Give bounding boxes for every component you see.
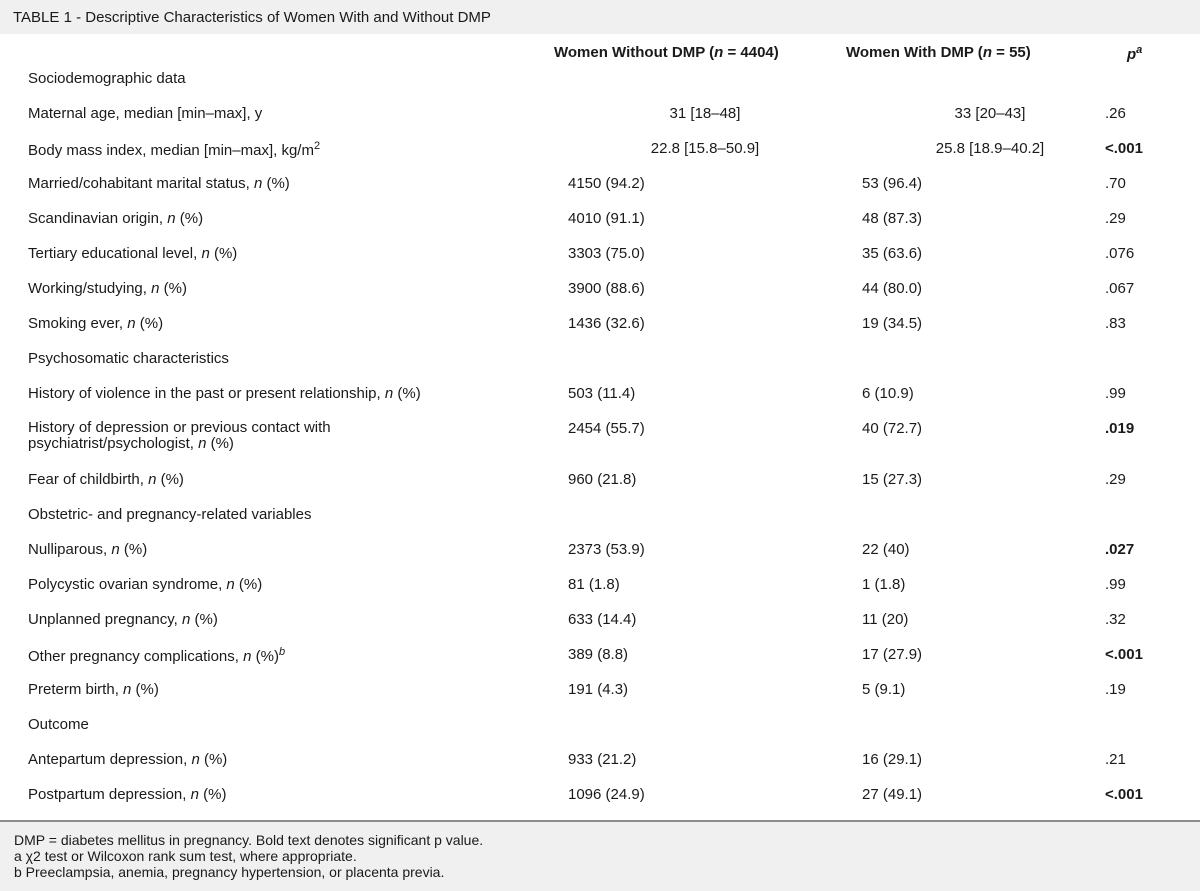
row-label: Working/studying, n (%) (28, 280, 187, 297)
p-value: <.001 (1105, 646, 1143, 663)
table-row (0, 576, 1200, 611)
p-value: .19 (1105, 681, 1126, 698)
table-row (0, 140, 1200, 175)
with-dmp-value: 40 (72.7) (862, 420, 923, 437)
table-row (0, 681, 1200, 716)
without-dmp-value: 389 (8.8) (568, 646, 629, 663)
without-dmp-value: 4010 (91.1) (568, 210, 645, 227)
table-row (0, 646, 1200, 681)
with-dmp-value: 25.8 [18.9–40.2] (935, 140, 1045, 157)
table-row (0, 245, 1200, 280)
without-dmp-value: 81 (1.8) (568, 576, 620, 593)
p-value: <.001 (1105, 786, 1143, 803)
without-dmp-value: 503 (11.4) (568, 385, 636, 402)
with-dmp-value: 11 (20) (862, 611, 909, 628)
p-value: .067 (1105, 280, 1135, 297)
table-row (0, 280, 1200, 315)
with-dmp-value: 53 (96.4) (862, 175, 923, 192)
without-dmp-value: 4150 (94.2) (568, 175, 645, 192)
with-dmp-value: 1 (1.8) (862, 576, 906, 593)
row-label: Preterm birth, n (%) (28, 681, 159, 698)
row-label: Unplanned pregnancy, n (%) (28, 611, 218, 628)
row-label: Scandinavian origin, n (%) (28, 210, 204, 227)
with-dmp-value: 22 (40) (862, 541, 910, 558)
table-row (0, 175, 1200, 210)
table-row (0, 210, 1200, 245)
without-dmp-value: 933 (21.2) (568, 751, 637, 768)
p-value: .26 (1105, 105, 1126, 122)
with-dmp-value: 44 (80.0) (862, 280, 923, 297)
table-row (0, 611, 1200, 646)
p-value: .027 (1105, 541, 1135, 558)
section-row-outcome (0, 716, 1200, 751)
table-row (0, 105, 1200, 140)
section-row-obstetric (0, 506, 1200, 541)
row-label: Smoking ever, n (%) (28, 315, 164, 332)
row-label: Postpartum depression, n (%) (28, 786, 227, 803)
with-dmp-value: 27 (49.1) (862, 786, 923, 803)
p-value: .29 (1105, 210, 1126, 227)
p-value: .70 (1105, 175, 1126, 192)
footnote-a: a χ2 test or Wilcoxon rank sum test, where appropriate. (14, 848, 357, 864)
row-label: Fear of childbirth, n (%) (28, 471, 184, 488)
without-dmp-value: 1096 (24.9) (568, 786, 645, 803)
section-label: Outcome (28, 716, 89, 733)
table-footnotes (0, 822, 1200, 891)
section-label: Sociodemographic data (28, 70, 186, 87)
table-caption: TABLE 1 - Descriptive Characteristics of Women With and Without DMP (0, 0, 1200, 34)
row-label: Maternal age, median [min–max], y (28, 105, 263, 122)
with-dmp-value: 15 (27.3) (862, 471, 923, 488)
without-dmp-value: 960 (21.8) (568, 471, 637, 488)
column-header-with-dmp: Women With DMP (n = 55) (846, 44, 1031, 61)
row-label: Body mass index, median [min–max], $kg/m^2$ (28, 140, 321, 159)
row-label: Nulliparous, n (%) (28, 541, 148, 558)
p-value: <.001 (1105, 140, 1143, 157)
row-label: Tertiary educational level, n (%) (28, 245, 238, 262)
with-dmp-value: 33 [20–43] (954, 105, 1026, 122)
row-label: Antepartum depression, n (%) (28, 751, 228, 768)
p-value: .83 (1105, 315, 1126, 332)
p-value: .99 (1105, 385, 1126, 402)
footnote-abbreviation: DMP = diabetes mellitus in pregnancy. Bold text denotes significant p value. (14, 832, 484, 848)
without-dmp-value: 191 (4.3) (568, 681, 629, 698)
row-label: History of depression or previous contact with psychiatrist/psychologist, n (%) (28, 419, 331, 452)
p-value: .076 (1105, 245, 1135, 262)
footnote-b: b Preeclampsia, anemia, pregnancy hypertension, or placenta previa. (14, 864, 445, 880)
section-row-psychosomatic (0, 350, 1200, 385)
row-label: Polycystic ovarian syndrome, n (%) (28, 576, 263, 593)
row-label: History of violence in the past or present relationship, n (%) (28, 385, 421, 402)
with-dmp-value: 16 (29.1) (862, 751, 923, 768)
row-label: Other pregnancy complications, n (%)$^b$ (28, 646, 286, 665)
section-label: Obstetric- and pregnancy-related variables (28, 506, 312, 523)
section-label: Psychosomatic characteristics (28, 350, 229, 367)
table-row (0, 786, 1200, 821)
without-dmp-value: 633 (14.4) (568, 611, 637, 628)
section-row-sociodemographic (0, 70, 1200, 105)
with-dmp-value: 19 (34.5) (862, 315, 923, 332)
without-dmp-value: 22.8 [15.8–50.9] (650, 140, 760, 157)
table-row (0, 541, 1200, 576)
with-dmp-value: 35 (63.6) (862, 245, 923, 262)
p-value: .29 (1105, 471, 1126, 488)
without-dmp-value: 3303 (75.0) (568, 245, 645, 262)
row-label: Married/cohabitant marital status, n (%) (28, 175, 290, 192)
with-dmp-value: 17 (27.9) (862, 646, 923, 663)
p-value: .32 (1105, 611, 1126, 628)
without-dmp-value: 2454 (55.7) (568, 420, 645, 437)
without-dmp-value: 31 [18–48] (669, 105, 741, 122)
column-header-without-dmp: Women Without DMP (n = 4404) (554, 44, 779, 61)
p-value: .21 (1105, 751, 1126, 768)
with-dmp-value: 6 (10.9) (862, 385, 914, 402)
column-header-p-value: $p^a$ (1127, 44, 1143, 63)
table-row (0, 315, 1200, 350)
p-value: .99 (1105, 576, 1126, 593)
without-dmp-value: 3900 (88.6) (568, 280, 645, 297)
without-dmp-value: 2373 (53.9) (568, 541, 645, 558)
with-dmp-value: 48 (87.3) (862, 210, 923, 227)
p-value: .019 (1105, 420, 1135, 437)
table-row (0, 471, 1200, 506)
table-row (0, 385, 1200, 420)
with-dmp-value: 5 (9.1) (862, 681, 906, 698)
table-row (0, 751, 1200, 786)
table-row (0, 420, 1200, 470)
without-dmp-value: 1436 (32.6) (568, 315, 645, 332)
